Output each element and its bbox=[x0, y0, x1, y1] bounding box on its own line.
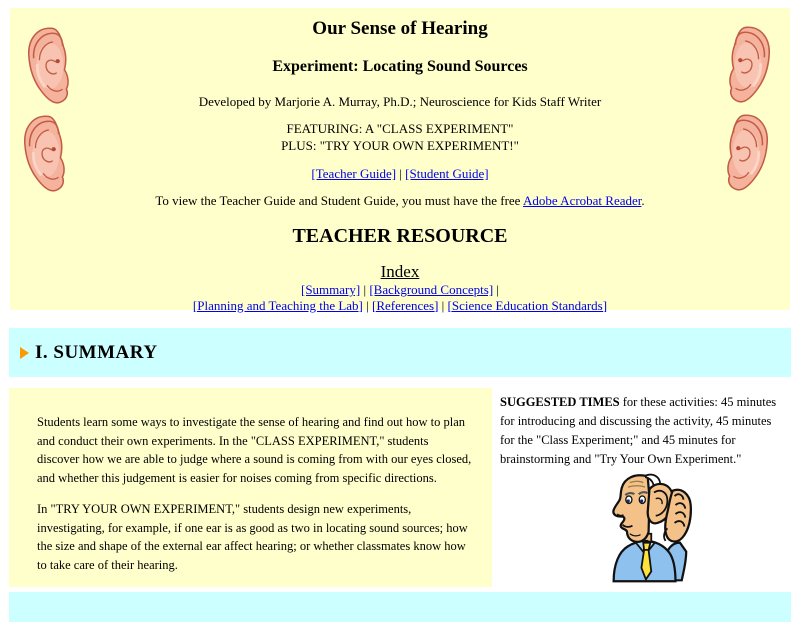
byline: Developed by Marjorie A. Murray, Ph.D.; Neuroscience for Kids Staff Writer bbox=[198, 94, 602, 109]
acrobat-note-suffix: . bbox=[641, 193, 645, 208]
page-title: Our Sense of Hearing bbox=[312, 18, 488, 39]
student-guide-link[interactable]: [Student Guide] bbox=[405, 166, 489, 181]
index-link-planning[interactable]: [Planning and Teaching the Lab] bbox=[192, 297, 363, 313]
right-triangle-bullet-icon bbox=[20, 347, 29, 359]
index-link-summary[interactable]: [Summary] bbox=[300, 282, 361, 297]
index-links-line-2 bbox=[10, 298, 790, 314]
summary-heading: I. SUMMARY bbox=[35, 341, 158, 363]
summary-content bbox=[9, 388, 791, 589]
link-separator: | bbox=[496, 282, 500, 297]
ear-illustration bbox=[24, 25, 76, 107]
suggested-times-text bbox=[500, 393, 789, 469]
link-separator: | bbox=[441, 297, 445, 313]
featuring-lines bbox=[10, 120, 790, 154]
link-separator: | bbox=[363, 282, 367, 297]
ear-illustration bbox=[722, 24, 774, 106]
summary-paragraph-1: Students learn some ways to investigate the sense of hearing and find out how to plan and conduct their own experiments. In the "CLASS EXPERIMENT," students discover how we are able to judge where a sound is coming from with our eyes closed, and whether this judgement is easier for noises coming from specific directions. bbox=[37, 415, 472, 485]
suggested-times-body: for these activities: 45 minutes for introducing and discussing the activity, 45 minutes for the "Class Experiment;" and 45 minutes for brainstorming and "Try Your Own Experiment." bbox=[500, 395, 777, 466]
summary-paragraph-2: In "TRY YOUR OWN EXPERIMENT," students design new experiments, investigating, for example, if one ear is as good as two in locating sound sources; how the size and shape of the external ear affect hearing; or whether classmates know how to take care of their hearing. bbox=[37, 502, 468, 572]
teacher-guide-link[interactable]: [Teacher Guide] bbox=[311, 166, 397, 181]
page-header bbox=[10, 8, 790, 313]
listening-man-illustration bbox=[593, 471, 697, 583]
summary-section-bar bbox=[9, 328, 791, 377]
index-link-standards[interactable]: [Science Education Standards] bbox=[447, 297, 608, 313]
suggested-times-sidebar bbox=[492, 388, 791, 589]
acrobat-note-prefix: To view the Teacher Guide and Student Guide, you must have the free bbox=[155, 193, 523, 208]
ear-illustration bbox=[720, 112, 772, 194]
next-section-bar bbox=[9, 592, 791, 622]
featuring-line-1: FEATURING: A "CLASS EXPERIMENT" bbox=[286, 121, 514, 136]
link-separator: | bbox=[399, 166, 402, 181]
index-link-background-concepts[interactable]: [Background Concepts] bbox=[369, 282, 494, 297]
index-heading: Index bbox=[380, 262, 420, 281]
index-links-line-1 bbox=[10, 282, 790, 298]
adobe-acrobat-reader-link[interactable]: Adobe Acrobat Reader bbox=[522, 193, 642, 208]
acrobat-note bbox=[10, 193, 790, 209]
ear-illustration bbox=[20, 113, 72, 195]
guide-links bbox=[10, 166, 790, 182]
link-separator: | bbox=[366, 297, 369, 313]
index-link-references[interactable]: [References] bbox=[372, 297, 439, 313]
teacher-resource-heading: TEACHER RESOURCE bbox=[292, 225, 508, 247]
summary-text-box bbox=[9, 388, 492, 587]
featuring-line-2: PLUS: "TRY YOUR OWN EXPERIMENT!" bbox=[281, 138, 519, 153]
suggested-times-label: SUGGESTED TIMES bbox=[500, 395, 620, 409]
experiment-subtitle: Experiment: Locating Sound Sources bbox=[272, 58, 528, 75]
